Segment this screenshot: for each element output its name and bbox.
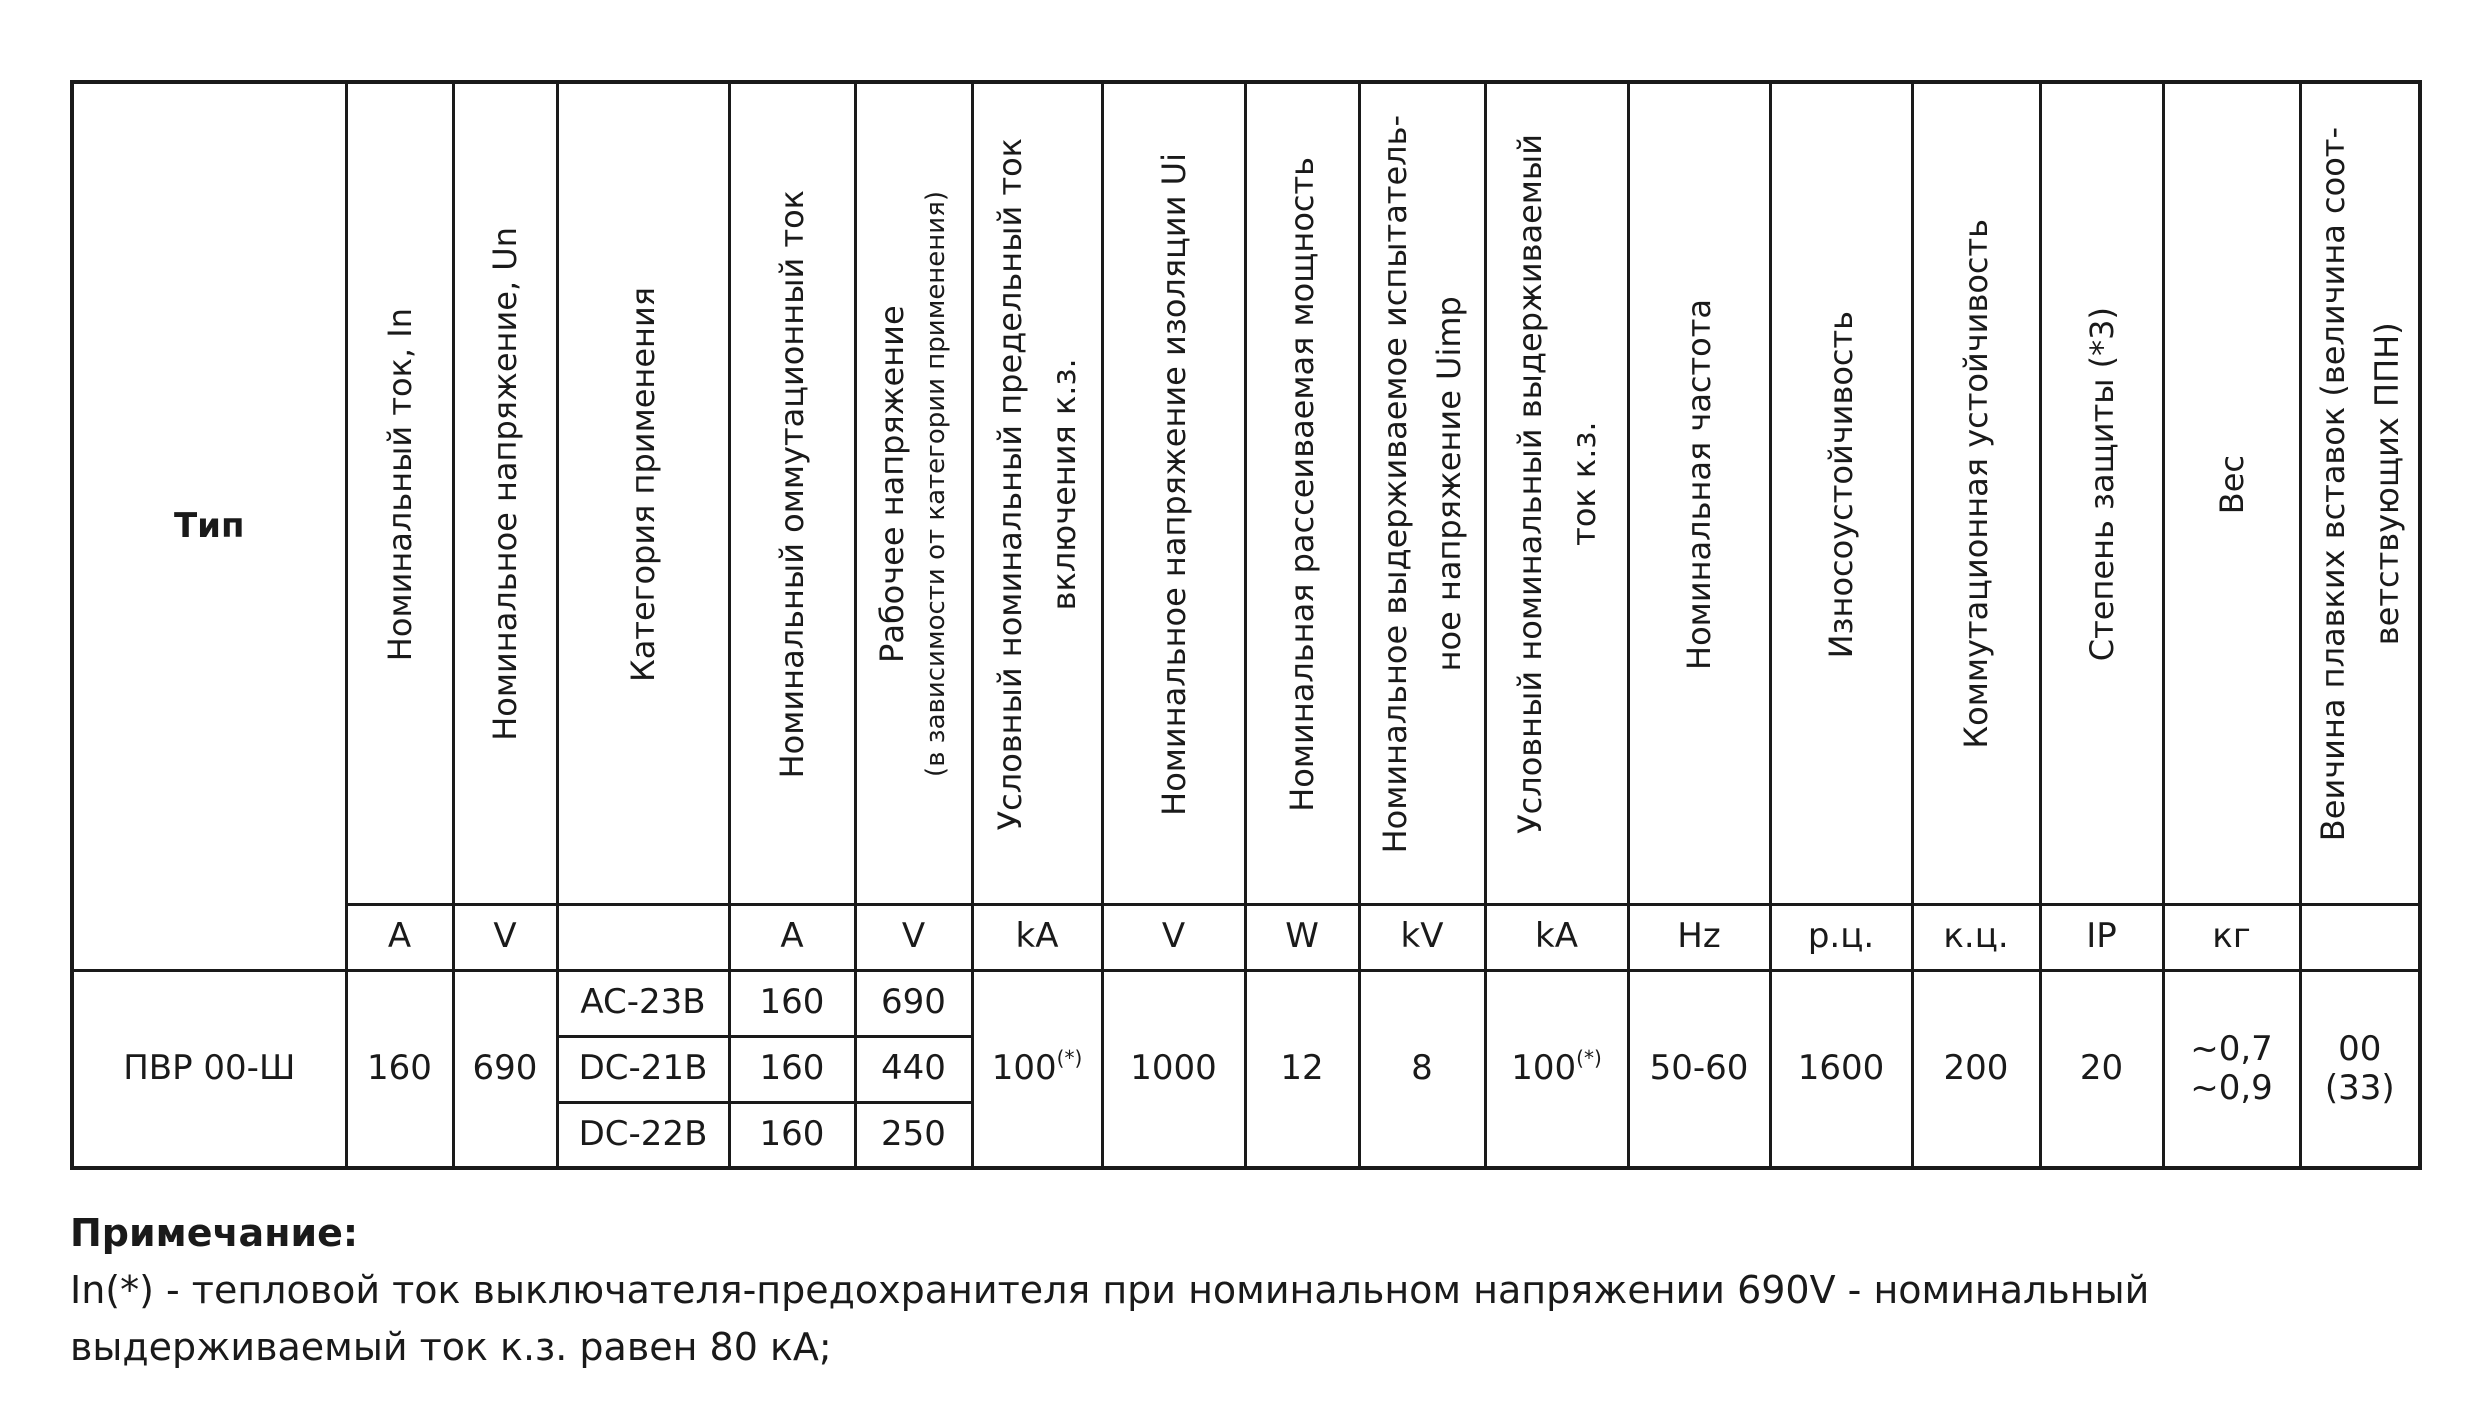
header-rated-current: Номинальный ток, In: [346, 82, 453, 904]
note-text: In(*) - тепловой ток выключателя-предохранителя при номинальном напряжении 690V - номинальный выдерживаемый ток к.з. равен 80 кА;: [70, 1268, 2150, 1369]
cell-sc-current: 100(*): [1485, 970, 1628, 1168]
unit-sc-current: kA: [1485, 904, 1628, 970]
cell-insulation-voltage: 1000: [1102, 970, 1245, 1168]
header-frequency: Номинальная частота: [1628, 82, 1770, 904]
cell-weight: ~0,7 ~0,9: [2163, 970, 2300, 1168]
cell-working-voltage: 690: [855, 970, 972, 1036]
header-sc-current: Условный номинальный выдерживаемый ток к.з.: [1485, 82, 1628, 904]
cell-wear: 1600: [1770, 970, 1912, 1168]
note-title: Примечание:: [70, 1211, 359, 1255]
spec-table: [70, 80, 2422, 1170]
header-rated-voltage: Номинальное напряжение, Un: [453, 82, 557, 904]
unit-impulse-voltage: kV: [1359, 904, 1485, 970]
cell-switching-current: 160: [729, 1036, 855, 1102]
unit-power: W: [1245, 904, 1359, 970]
unit-fuse-size: [2300, 904, 2420, 970]
unit-category: [557, 904, 729, 970]
cell-working-voltage: 440: [855, 1036, 972, 1102]
header-protection: Степень защиты (*3): [2040, 82, 2163, 904]
header-working-voltage: Рабочее напряжение (в зависимости от категории применения): [855, 82, 972, 904]
units-row: [72, 904, 2420, 970]
header-insulation-voltage: Номинальное напряжение изоляции Ui: [1102, 82, 1245, 904]
note: [70, 1205, 2460, 1376]
unit-rated-current: A: [346, 904, 453, 970]
cell-fuse-size: 00 (33): [2300, 970, 2420, 1168]
cell-switching-current: 160: [729, 1102, 855, 1168]
unit-protection: IP: [2040, 904, 2163, 970]
header-weight: Вес: [2163, 82, 2300, 904]
cell-limit-current: 100(*): [972, 970, 1102, 1168]
unit-switching-endurance: к.ц.: [1912, 904, 2040, 970]
cell-category: DC-21B: [557, 1036, 729, 1102]
cell-switching-endurance: 200: [1912, 970, 2040, 1168]
unit-switching-current: A: [729, 904, 855, 970]
cell-rated-voltage: 690: [453, 970, 557, 1168]
cell-type: ПВР 00-Ш: [72, 970, 346, 1168]
cell-category: AC-23B: [557, 970, 729, 1036]
header-switching-endurance: Коммутационная устойчивость: [1912, 82, 2040, 904]
cell-power: 12: [1245, 970, 1359, 1168]
unit-frequency: Hz: [1628, 904, 1770, 970]
unit-rated-voltage: V: [453, 904, 557, 970]
header-category: Категория применения: [557, 82, 729, 904]
header-row: [72, 82, 2420, 904]
cell-switching-current: 160: [729, 970, 855, 1036]
header-fuse-size: Веичина плавких вставок (величина соот- ветствующих ППН): [2300, 82, 2420, 904]
cell-rated-current: 160: [346, 970, 453, 1168]
unit-weight: кг: [2163, 904, 2300, 970]
header-power: Номинальная рассеиваемая мощность: [1245, 82, 1359, 904]
cell-frequency: 50-60: [1628, 970, 1770, 1168]
header-wear: Износоустойчивость: [1770, 82, 1912, 904]
unit-limit-current: kA: [972, 904, 1102, 970]
unit-insulation-voltage: V: [1102, 904, 1245, 970]
cell-working-voltage: 250: [855, 1102, 972, 1168]
unit-wear: р.ц.: [1770, 904, 1912, 970]
unit-working-voltage: V: [855, 904, 972, 970]
header-switching-current: Номинальный оммутационный ток: [729, 82, 855, 904]
cell-impulse-voltage: 8: [1359, 970, 1485, 1168]
cell-protection: 20: [2040, 970, 2163, 1168]
table-row: [72, 970, 2420, 1036]
cell-category: DC-22B: [557, 1102, 729, 1168]
header-type: Тип: [72, 82, 346, 970]
header-limit-current: Условный номинальный предельный ток включения к.з.: [972, 82, 1102, 904]
header-impulse-voltage: Номинальное выдерживаемое испытатель- ное напряжение Uimp: [1359, 82, 1485, 904]
